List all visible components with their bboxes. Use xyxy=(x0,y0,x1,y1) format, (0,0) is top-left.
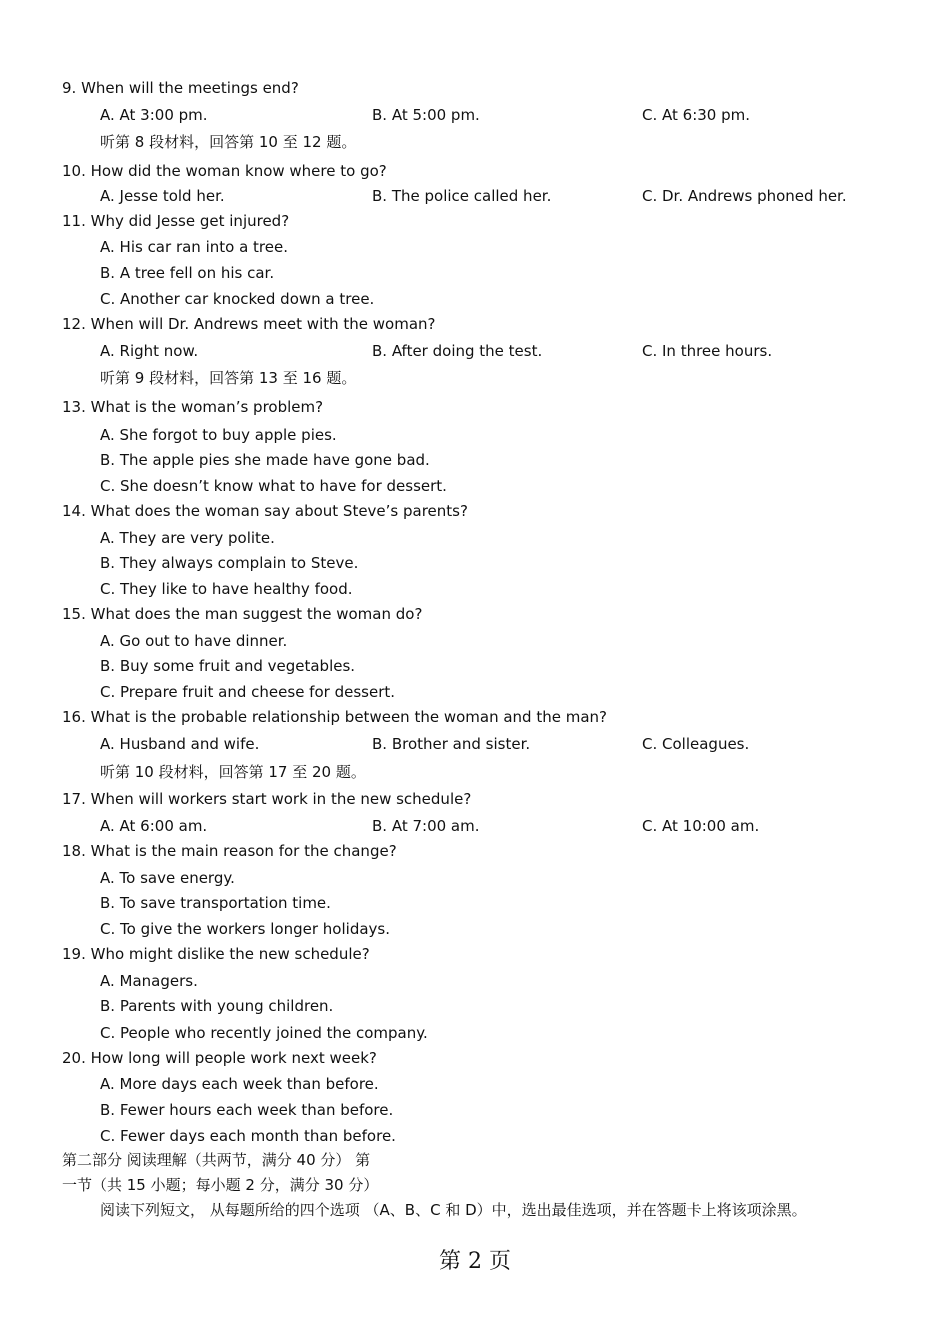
q13-stem: 13. What is the woman’s problem? xyxy=(62,398,324,416)
q9-stem: 9. When will the meetings end? xyxy=(62,79,299,97)
q20-option-b: B. Fewer hours each week than before. xyxy=(100,1101,394,1119)
q20-stem: 20. How long will people work next week? xyxy=(62,1049,377,1067)
section-8-instruction: 听第 8 段材料，回答第 10 至 12 题。 xyxy=(100,133,357,151)
q19-option-a: A. Managers. xyxy=(100,972,198,990)
q17-option-a: A. At 6:00 am. xyxy=(100,817,208,835)
q11-option-b: B. A tree fell on his car. xyxy=(100,264,275,282)
q18-option-c: C. To give the workers longer holidays. xyxy=(100,920,390,938)
q19-option-c: C. People who recently joined the company. xyxy=(100,1024,428,1042)
q15-option-b: B. Buy some fruit and vegetables. xyxy=(100,657,356,675)
q13-option-a: A. She forgot to buy apple pies. xyxy=(100,426,337,444)
q14-option-b: B. They always complain to Steve. xyxy=(100,554,359,572)
q14-option-c: C. They like to have healthy food. xyxy=(100,580,353,598)
part2-heading-line1: 第二部分 阅读理解（共两节，满分 40 分） 第 xyxy=(62,1151,371,1169)
q15-option-a: A. Go out to have dinner. xyxy=(100,632,288,650)
q11-option-a: A. His car ran into a tree. xyxy=(100,238,288,256)
q16-option-c: C. Colleagues. xyxy=(642,735,750,753)
q17-option-c: C. At 10:00 am. xyxy=(642,817,760,835)
q18-option-a: A. To save energy. xyxy=(100,869,235,887)
q11-stem: 11. Why did Jesse get injured? xyxy=(62,212,290,230)
q9-option-c: C. At 6:30 pm. xyxy=(642,106,751,124)
q14-stem: 14. What does the woman say about Steve’s parents? xyxy=(62,502,468,520)
q20-option-c: C. Fewer days each month than before. xyxy=(100,1127,396,1145)
q10-option-a: A. Jesse told her. xyxy=(100,187,225,205)
page-number: 第 2 页 xyxy=(439,1249,511,1274)
q9-option-a: A. At 3:00 pm. xyxy=(100,106,208,124)
q18-option-b: B. To save transportation time. xyxy=(100,894,331,912)
section-9-instruction: 听第 9 段材料，回答第 13 至 16 题。 xyxy=(100,369,357,387)
q12-option-a: A. Right now. xyxy=(100,342,199,360)
q12-option-c: C. In three hours. xyxy=(642,342,773,360)
q20-option-a: A. More days each week than before. xyxy=(100,1075,379,1093)
q16-option-b: B. Brother and sister. xyxy=(372,735,531,753)
q11-option-c: C. Another car knocked down a tree. xyxy=(100,290,375,308)
q19-option-b: B. Parents with young children. xyxy=(100,997,334,1015)
q15-option-c: C. Prepare fruit and cheese for dessert. xyxy=(100,683,396,701)
q16-option-a: A. Husband and wife. xyxy=(100,735,260,753)
q13-option-c: C. She doesn’t know what to have for dessert. xyxy=(100,477,447,495)
q17-option-b: B. At 7:00 am. xyxy=(372,817,480,835)
q14-option-a: A. They are very polite. xyxy=(100,529,275,547)
q19-stem: 19. Who might dislike the new schedule? xyxy=(62,945,370,963)
q9-option-b: B. At 5:00 pm. xyxy=(372,106,480,124)
q13-option-b: B. The apple pies she made have gone bad. xyxy=(100,451,430,469)
part2-instruction: 阅读下列短文， 从每题所给的四个选项 （A、B、C 和 D）中，选出最佳选项，并在答题卡上将该项涂黑。 xyxy=(100,1201,807,1219)
q16-stem: 16. What is the probable relationship between the woman and the man? xyxy=(62,708,607,726)
q18-stem: 18. What is the main reason for the change? xyxy=(62,842,397,860)
q12-stem: 12. When will Dr. Andrews meet with the woman? xyxy=(62,315,436,333)
part2-heading-line2: 一节（共 15 小题；每小题 2 分，满分 30 分） xyxy=(62,1176,379,1194)
q10-option-c: C. Dr. Andrews phoned her. xyxy=(642,187,847,205)
q17-stem: 17. When will workers start work in the new schedule? xyxy=(62,790,472,808)
q10-option-b: B. The police called her. xyxy=(372,187,552,205)
q15-stem: 15. What does the man suggest the woman do? xyxy=(62,605,423,623)
q12-option-b: B. After doing the test. xyxy=(372,342,543,360)
section-10-instruction: 听第 10 段材料，回答第 17 至 20 题。 xyxy=(100,763,366,781)
q10-stem: 10. How did the woman know where to go? xyxy=(62,162,387,180)
